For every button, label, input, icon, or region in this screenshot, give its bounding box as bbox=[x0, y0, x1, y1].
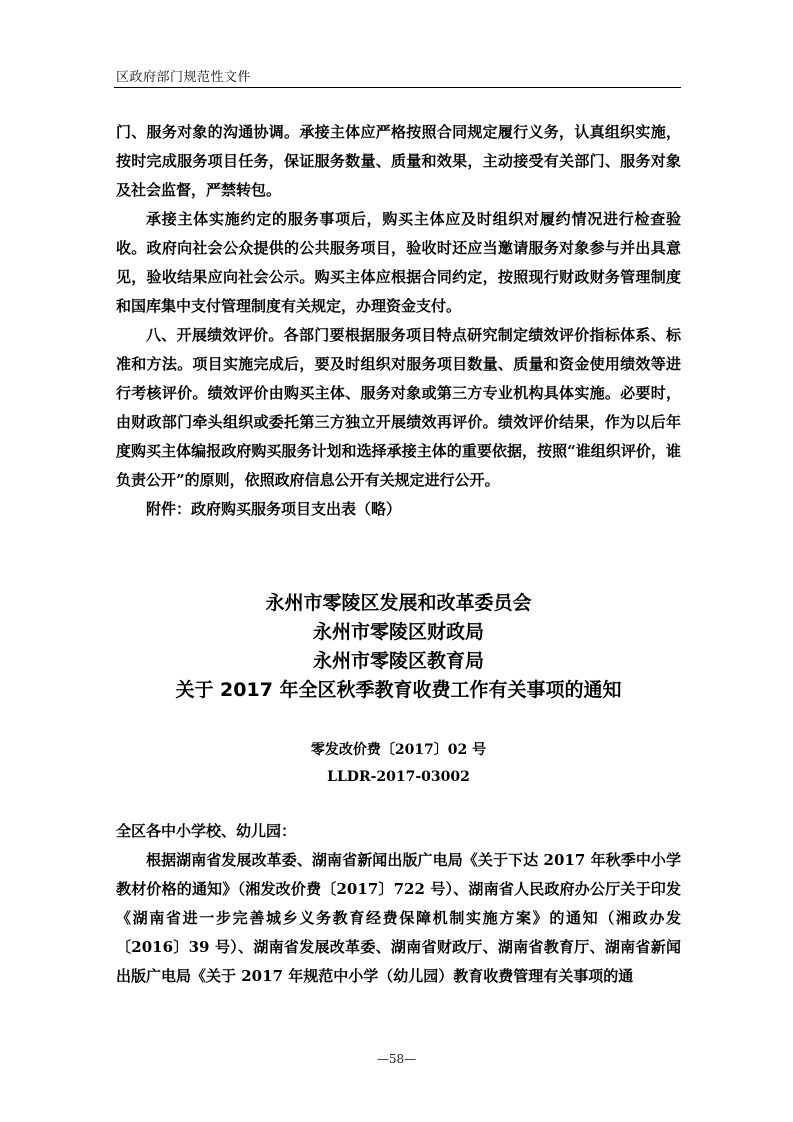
paragraph-performance-evaluation: 八、开展绩效评价。各部门要根据服务项目特点研究制定绩效评价指标体系、标准和方法。项目实施完成后，要及时组织对服务项目数量、质量和资金使用绩效等进行考核评价。绩效评价由购买主体、服务对象或第三方专业机构具体实施。必要时，由财政部门牵头组织或委托第三方独立开展绩效再评价。绩效评价结果，作为以后年度购买主体编报政府购买服务计划和选择承接主体的重要依据，按照“谁组织评价，谁负责公开”的原则，依照政府信息公开有关规定进行公开。 bbox=[116, 326, 681, 489]
header-rule bbox=[114, 87, 681, 88]
running-header: 区政府部门规范性文件 bbox=[116, 70, 252, 85]
paragraph-continuation: 门、服务对象的沟通协调。承接主体应严格按照合同规定履行义务，认真组织实施，按时完成服务项目任务，保证服务数量、质量和效果，主动接受有关部门、服务对象及社会监督，严禁转包。 bbox=[116, 123, 681, 199]
issuer-3: 永州市零陵区教育局 bbox=[312, 650, 484, 672]
notice-title: 关于 2017 年全区秋季教育收费工作有关事项的通知 bbox=[175, 679, 622, 701]
notice-body bbox=[116, 817, 681, 991]
issuer-1: 永州市零陵区发展和改革委员会 bbox=[265, 592, 532, 614]
addressee: 全区各中小学校、幼儿园： bbox=[116, 822, 297, 840]
issuer-2: 永州市零陵区财政局 bbox=[312, 621, 484, 643]
top-section bbox=[116, 118, 681, 524]
document-identifiers bbox=[116, 737, 681, 791]
paragraph-basis: 根据湖南省发展改革委、湖南省新闻出版广电局《关于下达 2017 年秋季中小学教材价格的通知》（湘发改价费〔2017〕722 号）、湖南省人民政府办公厅关于印发《湖南省进一步完善城乡义务教育经费保障机制实施方案》的通知（湘政办发〔2016〕39 号）、湖南省发展改革委、湖南省财政厅、湖南省教育厅、湖南省新闻出版广电局《关于 2017 年规范中小学（幼儿园）教育收费管理有关事项的通 bbox=[116, 851, 681, 985]
paragraph-acceptance: 承接主体实施约定的服务事项后，购买主体应及时组织对履约情况进行检查验收。政府向社会公众提供的公共服务项目，验收时还应当邀请服务对象参与并出具意见，验收结果应向社会公示。购买主体应根据合同约定，按照现行财政财务管理制度和国库集中支付管理制度有关规定，办理资金支付。 bbox=[116, 210, 681, 315]
notice-heading bbox=[116, 589, 681, 705]
attachment-note: 附件：政府购买服务项目支出表（略） bbox=[146, 500, 402, 518]
page-number: —58— bbox=[376, 1052, 417, 1066]
registration-code: LLDR-2017-03002 bbox=[327, 769, 470, 785]
document-number: 零发改价费〔2017〕02 号 bbox=[310, 742, 487, 758]
